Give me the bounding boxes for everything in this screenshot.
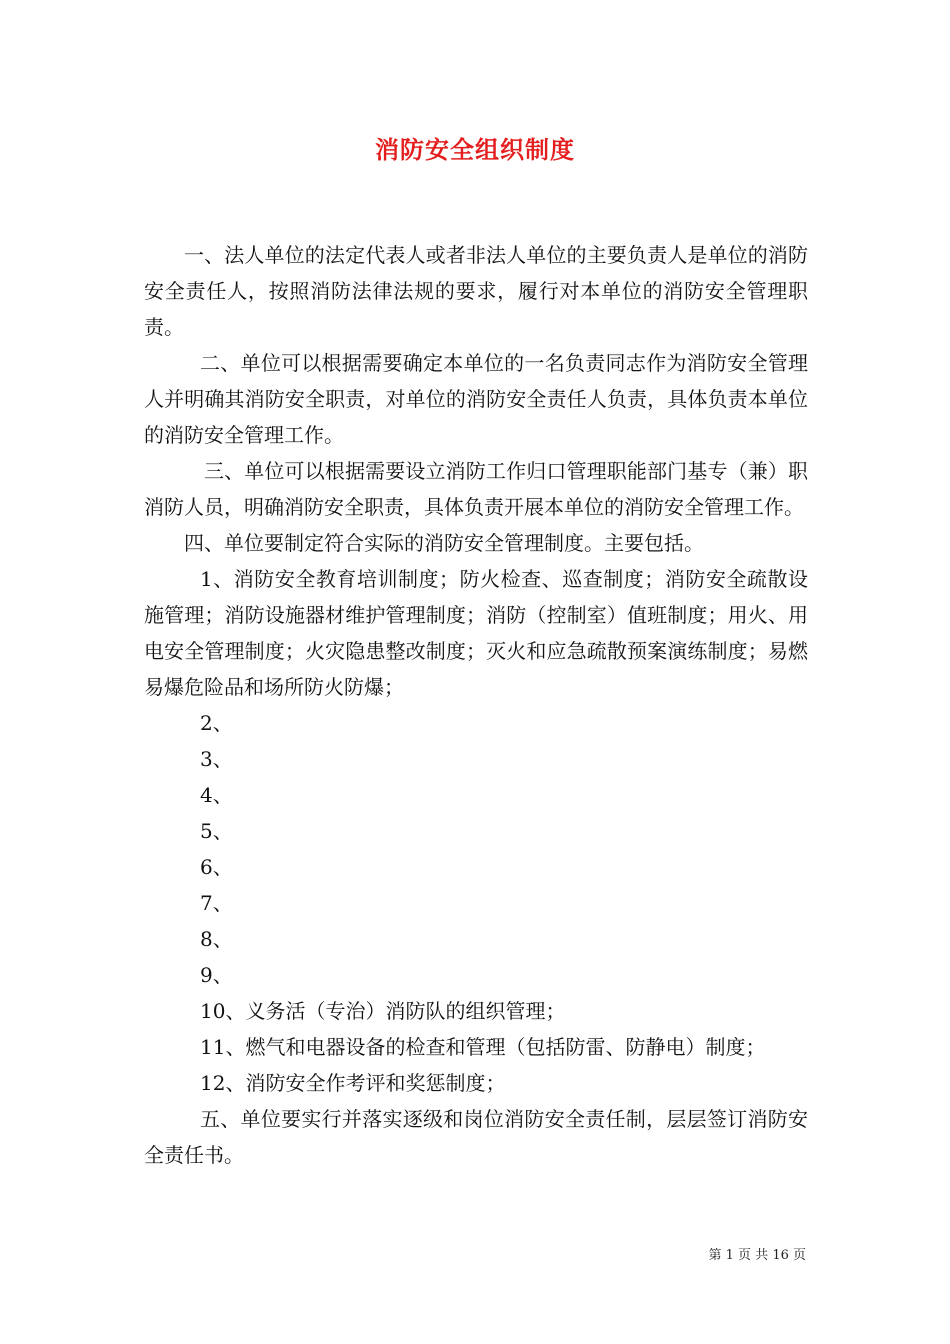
- list-item-7: 7、: [200, 891, 233, 915]
- list-item-10: 10、义务活（专治）消防队的组织管理；: [200, 999, 566, 1023]
- page-number: 第 1 页 共 16 页: [708, 1248, 806, 1263]
- document-title: 消防安全组织制度: [375, 135, 575, 164]
- list-item-4: 4、: [200, 783, 233, 807]
- list-item-6: 6、: [200, 855, 233, 879]
- paragraph-5: 五、单位要实行并落实逐级和岗位消防安全责任制，层层签订消防安全责任书。: [144, 1107, 808, 1167]
- list-item-11: 11、燃气和电器设备的检查和管理（包括防雷、防静电）制度；: [200, 1035, 766, 1059]
- paragraph-2: 二、单位可以根据需要确定本单位的一名负责同志作为消防安全管理人并明确其消防安全职责，对单位的消防安全责任人负责，具体负责本单位的消防安全管理工作。: [144, 351, 808, 447]
- list-item-9: 9、: [200, 963, 233, 987]
- list-item-5: 5、: [200, 819, 233, 843]
- list-item-1: 1、消防安全教育培训制度；防火检查、巡查制度；消防安全疏散设施管理；消防设施器材维护管理制度；消防（控制室）值班制度；用火、用电安全管理制度；火灾隐患整改制度；灭火和应急疏散预案演练制度；易燃易爆危险品和场所防火防爆；: [144, 567, 808, 699]
- list-item-12: 12、消防安全作考评和奖惩制度；: [200, 1071, 506, 1095]
- list-item-3: 3、: [200, 747, 233, 771]
- document-body: [144, 237, 808, 1173]
- list-item-2: 2、: [200, 711, 233, 735]
- paragraph-1: 一、法人单位的法定代表人或者非法人单位的主要负责人是单位的消防安全责任人，按照消防法律法规的要求，履行对本单位的消防安全管理职责。: [144, 243, 808, 339]
- paragraph-3: 三、单位可以根据需要设立消防工作归口管理职能部门基专（兼）职消防人员，明确消防安全职责，具体负责开展本单位的消防安全管理工作。: [144, 459, 808, 519]
- paragraph-4: 四、单位要制定符合实际的消防安全管理制度。主要包括。: [184, 531, 704, 555]
- list-item-8: 8、: [200, 927, 233, 951]
